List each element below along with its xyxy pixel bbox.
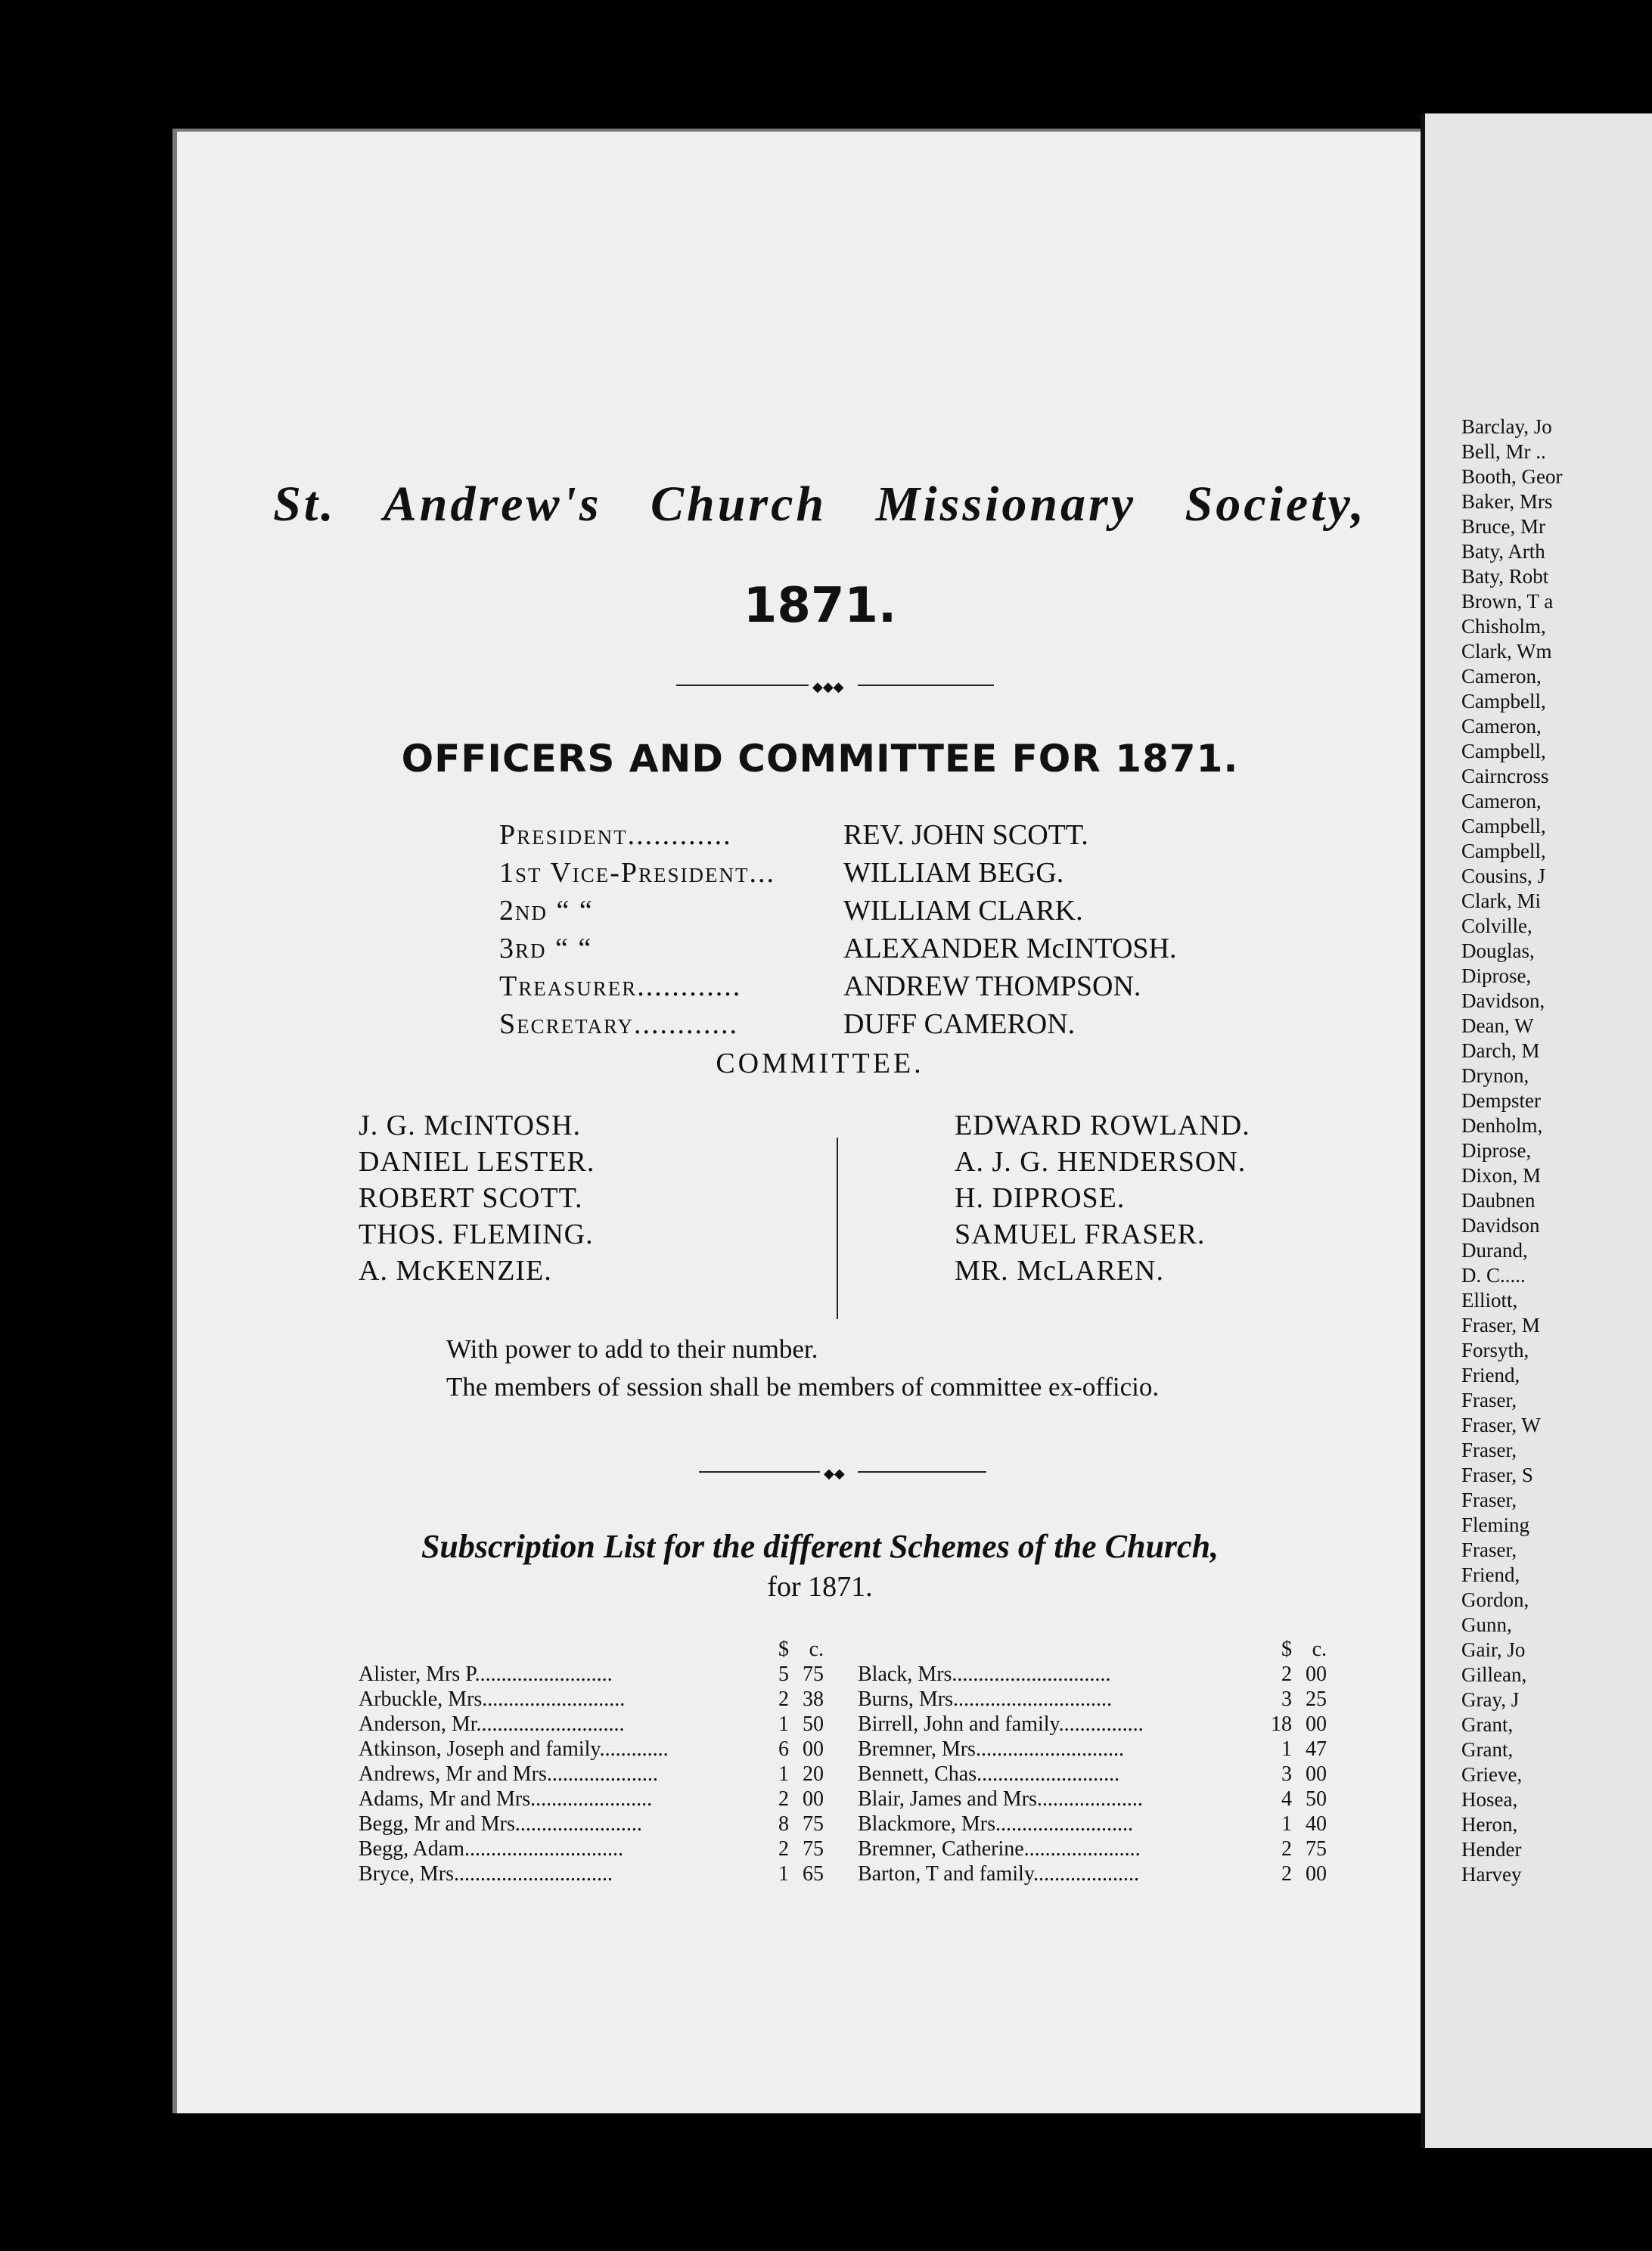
officer-role: President............ (499, 819, 732, 851)
list-item (359, 1787, 824, 1812)
list-item (858, 1812, 1327, 1837)
subscription-heading: Subscription List for the different Schemes of the Church, (421, 1528, 1219, 1565)
next-page-name: Cairncross (1461, 765, 1549, 787)
amount-cents: 75 (1306, 1837, 1327, 1861)
next-page-name: Fraser, (1461, 1538, 1517, 1561)
committee-member: ROBERT SCOTT. (359, 1182, 583, 1214)
next-page-name: Gillean, (1461, 1663, 1527, 1686)
next-page-name: Elliott, (1461, 1289, 1518, 1312)
committee-member: A. McKENZIE. (359, 1255, 552, 1287)
next-page-name: Heron, (1461, 1813, 1518, 1836)
next-page-name: Gair, Jo (1461, 1638, 1526, 1661)
committee-member: DANIEL LESTER. (359, 1146, 595, 1178)
list-item (858, 1712, 1327, 1737)
subscriber-name: Bennett, Chas........................... (858, 1762, 1120, 1786)
amount-dollars: 1 (778, 1762, 789, 1786)
officer-role: 3rd “ “ (499, 933, 593, 964)
next-page-name: D. C..... (1461, 1264, 1526, 1287)
next-page-name: Campbell, (1461, 740, 1546, 762)
list-item (858, 1861, 1327, 1886)
officer-name: WILLIAM CLARK. (843, 895, 1083, 927)
next-page-name: Chisholm, (1461, 615, 1546, 638)
next-page-name: Drynon, (1461, 1064, 1529, 1087)
officer-row (499, 930, 1177, 967)
amount-dollars: 2 (778, 1837, 789, 1861)
next-page-name: Cameron, (1461, 790, 1542, 812)
list-item (858, 1787, 1327, 1812)
amount-cents: 50 (1306, 1787, 1327, 1811)
page-title: St. Andrew's Church Missionary Society, (273, 477, 1367, 532)
next-page-name: Fraser, M (1461, 1314, 1540, 1337)
next-page-name: Diprose, (1461, 964, 1532, 987)
list-item (359, 1712, 824, 1737)
next-page-name: Barclay, Jo (1461, 415, 1552, 438)
list-item (858, 1687, 1327, 1712)
amount-cents: 00 (1306, 1663, 1327, 1686)
next-page-name: Cameron, (1461, 665, 1542, 688)
committee-member: SAMUEL FRASER. (955, 1219, 1206, 1250)
next-page-name: Campbell, (1461, 815, 1546, 837)
cents-label: c. (809, 1638, 824, 1661)
list-item (359, 1737, 824, 1762)
next-page-name: Fraser, (1461, 1439, 1517, 1461)
subscriber-name: Andrews, Mr and Mrs..................... (359, 1762, 658, 1786)
list-item (359, 1662, 824, 1687)
next-page-name: Cameron, (1461, 715, 1542, 737)
next-page-name: Baty, Robt (1461, 565, 1549, 588)
amount-dollars: 5 (778, 1663, 789, 1686)
subscriber-name: Barton, T and family.................... (858, 1862, 1139, 1886)
amount-cents: 40 (1306, 1812, 1327, 1836)
list-item (359, 1687, 824, 1712)
next-page-name: Colville, (1461, 914, 1532, 937)
next-page-name: Harvey (1461, 1863, 1522, 1886)
officer-row (499, 854, 1177, 892)
amount-dollars: 2 (778, 1687, 789, 1711)
amount-dollars: 1 (778, 1712, 789, 1736)
amount-cents: 00 (1306, 1862, 1327, 1886)
list-item (359, 1812, 824, 1837)
officer-role: 2nd “ “ (499, 895, 594, 927)
officer-name: ALEXANDER McINTOSH. (843, 933, 1177, 964)
amount-dollars: 1 (778, 1862, 789, 1886)
amount-cents: 00 (803, 1737, 824, 1761)
officer-row (499, 967, 1177, 1005)
subscriber-name: Bremner, Mrs............................ (858, 1737, 1124, 1761)
next-page-name: Clark, Wm (1461, 640, 1552, 663)
ornament-divider: ◆◆ (699, 1464, 986, 1479)
next-page-name: Daubnen (1461, 1189, 1536, 1212)
subscriber-name: Begg, Mr and Mrs........................ (359, 1812, 642, 1836)
committee-divider (837, 1138, 838, 1319)
next-page-name: Fraser, (1461, 1489, 1517, 1511)
list-item (858, 1837, 1327, 1861)
next-page-name: Baker, Mrs (1461, 490, 1553, 513)
amount-dollars: 8 (778, 1812, 789, 1836)
next-page-name: Gordon, (1461, 1588, 1529, 1611)
next-page-name: Bruce, Mr (1461, 515, 1545, 538)
next-page-name: Dean, W (1461, 1014, 1534, 1037)
next-page-name: Clark, Mi (1461, 890, 1541, 912)
next-page-name: Grant, (1461, 1713, 1514, 1736)
amount-cents: 00 (1306, 1712, 1327, 1736)
officer-row (499, 1005, 1177, 1043)
subscriber-name: Arbuckle, Mrs........................... (359, 1687, 626, 1711)
amount-dollars: 1 (1281, 1737, 1292, 1761)
amount-cents: 00 (1306, 1762, 1327, 1786)
officer-name: REV. JOHN SCOTT. (843, 819, 1088, 851)
subscriber-name: Blackmore, Mrs.......................... (858, 1812, 1133, 1836)
next-page-name: Grieve, (1461, 1763, 1523, 1786)
next-page-name: Friend, (1461, 1364, 1520, 1386)
subscriber-name: Blair, James and Mrs.................... (858, 1787, 1143, 1811)
next-page-name: Brown, T a (1461, 590, 1554, 613)
next-page-name: Dixon, M (1461, 1164, 1542, 1187)
dollar-sign: $ (1281, 1638, 1292, 1661)
next-page-name: Fleming (1461, 1514, 1530, 1536)
amount-cents: 25 (1306, 1687, 1327, 1711)
subscription-year: for 1871. (767, 1571, 873, 1603)
officer-name: WILLIAM BEGG. (843, 857, 1064, 889)
subscription-list-right (858, 1637, 1327, 1886)
note-line: The members of session shall be members of committee ex-officio. (446, 1372, 1160, 1402)
next-page-name: Booth, Geor (1461, 465, 1563, 488)
next-page-name: Diprose, (1461, 1139, 1532, 1162)
officers-list (499, 816, 1177, 1043)
next-page-name: Fraser, S (1461, 1464, 1533, 1486)
list-item (359, 1837, 824, 1861)
committee-left-column (359, 1107, 595, 1289)
list-item (359, 1762, 824, 1787)
next-page-name: Denholm, (1461, 1114, 1543, 1137)
next-page-name: Baty, Arth (1461, 540, 1545, 563)
list-item (858, 1737, 1327, 1762)
next-page-name: Campbell, (1461, 690, 1546, 713)
officer-row (499, 892, 1177, 930)
currency-header (359, 1637, 824, 1662)
amount-dollars: 3 (1281, 1687, 1292, 1711)
subscriber-name: Alister, Mrs P.......................... (359, 1663, 613, 1686)
amount-cents: 38 (803, 1687, 824, 1711)
next-page-name: Davidson, (1461, 989, 1545, 1012)
next-page-name: Fraser, (1461, 1389, 1517, 1411)
dollar-sign: $ (778, 1638, 789, 1661)
officer-row (499, 816, 1177, 854)
next-page-name-list (1461, 414, 1562, 1887)
amount-cents: 75 (803, 1837, 824, 1861)
amount-dollars: 2 (778, 1787, 789, 1811)
officer-name: DUFF CAMERON. (843, 1008, 1076, 1040)
next-page-name: Gray, J (1461, 1688, 1520, 1711)
next-page-name: Campbell, (1461, 840, 1546, 862)
title-year: 1871. (743, 578, 897, 634)
subscriber-name: Begg, Adam.............................. (359, 1837, 623, 1861)
next-page-name: Hender (1461, 1838, 1522, 1861)
page-left (172, 129, 1463, 2113)
subscriber-name: Black, Mrs.............................. (858, 1663, 1111, 1686)
list-item (359, 1861, 824, 1886)
subscriber-name: Bryce, Mrs.............................. (359, 1862, 613, 1886)
officer-role: Secretary............ (499, 1008, 738, 1040)
subscriber-name: Adams, Mr and Mrs....................... (359, 1787, 653, 1811)
next-page-name: Cousins, J (1461, 865, 1546, 887)
next-page-name: Darch, M (1461, 1039, 1540, 1062)
committee-member: EDWARD ROWLAND. (955, 1110, 1250, 1141)
next-page-name: Dempster (1461, 1089, 1541, 1112)
next-page-name: Douglas, (1461, 939, 1535, 962)
amount-cents: 50 (803, 1712, 824, 1736)
next-page-name: Grant, (1461, 1738, 1514, 1761)
officers-heading: OFFICERS AND COMMITTEE FOR 1871. (401, 737, 1239, 781)
currency-header (858, 1637, 1327, 1662)
amount-dollars: 6 (778, 1737, 789, 1761)
committee-member: A. J. G. HENDERSON. (955, 1146, 1247, 1178)
amount-cents: 00 (803, 1787, 824, 1811)
amount-cents: 75 (803, 1812, 824, 1836)
list-item (858, 1762, 1327, 1787)
next-page-name: Hosea, (1461, 1788, 1518, 1811)
amount-cents: 65 (803, 1862, 824, 1886)
committee-member: H. DIPROSE. (955, 1182, 1126, 1214)
amount-cents: 75 (803, 1663, 824, 1686)
next-page-name: Bell, Mr .. (1461, 440, 1546, 463)
subscriber-name: Burns, Mrs.............................. (858, 1687, 1113, 1711)
cents-label: c. (1312, 1638, 1327, 1661)
officer-role: Treasurer............ (499, 970, 742, 1002)
next-page-name: Durand, (1461, 1239, 1528, 1262)
committee-right-column (955, 1107, 1250, 1289)
committee-heading: COMMITTEE. (716, 1048, 924, 1079)
officer-role: 1st Vice-President... (499, 857, 776, 889)
note-line: With power to add to their number. (446, 1334, 818, 1364)
next-page-name: Fraser, W (1461, 1414, 1541, 1436)
subscriber-name: Birrell, John and family................ (858, 1712, 1144, 1736)
ornament-divider: ◆◆◆ (676, 678, 994, 693)
subscriber-name: Atkinson, Joseph and family............. (359, 1737, 669, 1761)
amount-dollars: 2 (1281, 1862, 1292, 1886)
amount-dollars: 2 (1281, 1663, 1292, 1686)
subscriber-name: Anderson, Mr............................ (359, 1712, 625, 1736)
next-page-name: Friend, (1461, 1563, 1520, 1586)
subscription-list-left (359, 1637, 824, 1886)
next-page-name: Forsyth, (1461, 1339, 1529, 1361)
committee-member: MR. McLAREN. (955, 1255, 1164, 1287)
list-item (858, 1662, 1327, 1687)
subscriber-name: Bremner, Catherine...................... (858, 1837, 1141, 1861)
officer-name: ANDREW THOMPSON. (843, 970, 1141, 1002)
amount-dollars: 2 (1281, 1837, 1292, 1861)
committee-member: J. G. McINTOSH. (359, 1110, 582, 1141)
next-page-name: Gunn, (1461, 1613, 1512, 1636)
amount-cents: 47 (1306, 1737, 1327, 1761)
amount-dollars: 4 (1281, 1787, 1292, 1811)
amount-dollars: 18 (1271, 1712, 1292, 1736)
amount-dollars: 1 (1281, 1812, 1292, 1836)
amount-cents: 20 (803, 1762, 824, 1786)
next-page-name: Davidson (1461, 1214, 1540, 1237)
committee-member: THOS. FLEMING. (359, 1219, 594, 1250)
amount-dollars: 3 (1281, 1762, 1292, 1786)
